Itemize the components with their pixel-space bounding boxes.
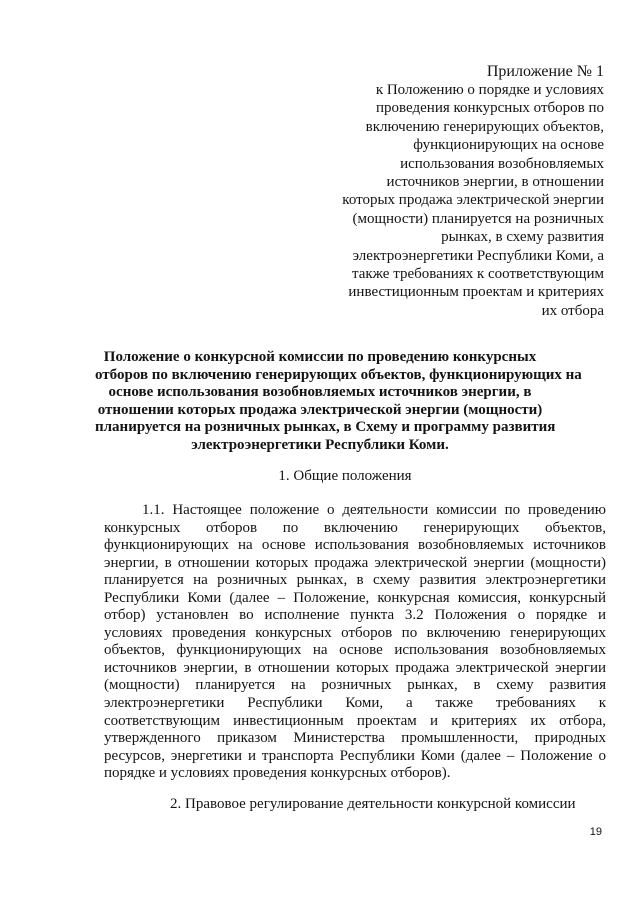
document-title (95, 349, 582, 455)
paragraph-line: источников энергии, в отношении которых продажа электрической энергии (104, 659, 606, 676)
section-1-heading: 1. Общие положения (278, 468, 412, 484)
document-title-line: основе использования возобновляемых источников энергии, в (108, 384, 532, 401)
document-title-line: Положение о конкурсной комиссии по проведению конкурсных (103, 349, 537, 365)
document-title-line: планируется на розничных рынках, в Схему и программу развития (95, 419, 556, 436)
document-title-line: отношении которых продажа электрической энергии (мощности) (97, 401, 543, 418)
paragraph-line: утвержденного приказом Министерства промышленности, природных (104, 730, 606, 747)
paragraph-line: 1.1. Настоящее положение о деятельности комиссии по проведению (142, 502, 606, 518)
paragraph-line: конкурсных отборов по включению генерирующих объектов, (104, 519, 606, 536)
appendix-line: источников энергии, в отношении (386, 174, 604, 191)
paragraph-line: планируется на розничных рынках, в схему развития электроэнергетики (104, 572, 606, 589)
appendix-line: электроэнергетики Республики Коми, а (352, 247, 604, 264)
appendix-line: проведения конкурсных отборов по (376, 100, 604, 117)
appendix-reference (324, 81, 604, 320)
paragraph-line: порядке и условиях проведения конкурсных отборов). (104, 765, 451, 782)
appendix-line: инвестиционным проектам и критериях (348, 284, 604, 301)
paragraph-1-1 (104, 502, 606, 783)
appendix-line: их отбора (541, 302, 604, 319)
appendix-line: также требованиях к соответствующим (351, 266, 604, 283)
paragraph-line: условиях проведения конкурсных отборов по включению генерирующих (104, 624, 606, 641)
appendix-line: включению генерирующих объектов, (365, 118, 604, 135)
appendix-line: использования возобновляемых (400, 155, 604, 172)
paragraph-line: отбор) установлен во исполнение пункта 3.2 Положения о порядке и (104, 607, 606, 624)
paragraph-line: объектов, функционирующих на основе использования возобновляемых (104, 642, 606, 659)
paragraph-line: Республики Коми (далее – Положение, конкурсная комиссия, конкурсный (104, 589, 606, 606)
appendix-line: рынках, в схему развития (441, 229, 604, 246)
document-title-line: электроэнергетики Республики Коми. (191, 436, 449, 453)
paragraph-line: энергии, в отношении которых продажа электрической энергии (мощности) (104, 554, 606, 571)
paragraph-line: (мощности) планируется на розничных рынках, в схему развития (104, 677, 606, 694)
paragraph-line: ресурсов, энергетики и транспорта Республики Коми (далее – Положение о (104, 747, 606, 764)
page-number: 19 (589, 826, 602, 838)
appendix-line: (мощности) планируется на розничных (352, 210, 604, 227)
appendix-line: которых продажа электрической энергии (342, 192, 604, 209)
paragraph-line: электроэнергетики Республики Коми, а также требованиях к (104, 695, 606, 712)
appendix-line: к Положению о порядке и условиях (375, 82, 604, 98)
document-title-line: отборов по включению генерирующих объектов, функционирующих на (95, 366, 582, 383)
paragraph-line: соответствующим инвестиционным проектам и критериях их отбора, (104, 712, 606, 729)
paragraph-line: функционирующих на основе использования возобновляемых источников (104, 537, 606, 554)
appendix-line: функционирующих на основе (413, 137, 604, 154)
appendix-title: Приложение № 1 (486, 63, 604, 80)
section-2-heading: 2. Правовое регулирование деятельности конкурсной комиссии (170, 796, 576, 812)
